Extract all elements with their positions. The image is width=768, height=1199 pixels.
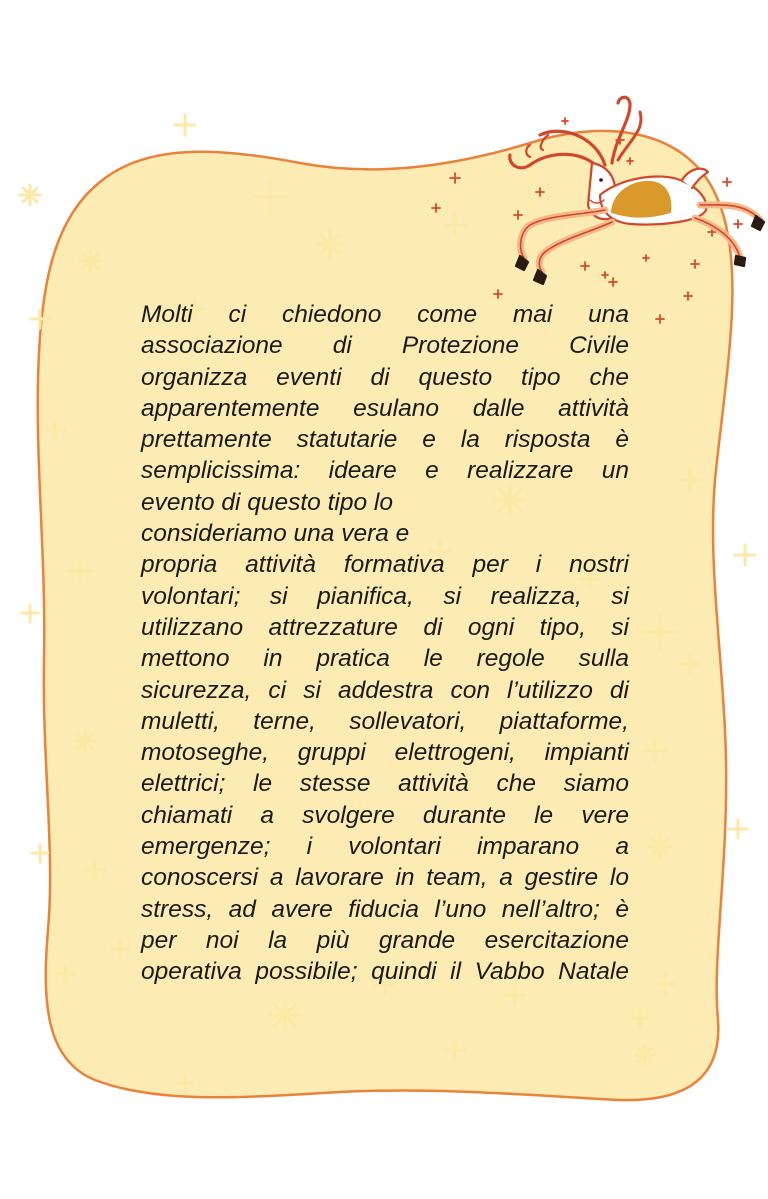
text-line: apparentemente esulano dalle attività (141, 394, 629, 422)
text-line: associazione di Protezione Civile (141, 332, 629, 360)
text-line: per noi la più grande esercitazione (141, 926, 629, 954)
text-line: elettrici; le stesse attività che siamo (141, 770, 629, 798)
text-line: volontari; si pianifica, si realizza, si (141, 582, 629, 610)
text-line: utilizzano attrezzature di ogni tipo, si (141, 613, 629, 641)
text-line: organizza eventi di questo tipo che (141, 363, 629, 391)
text-line: stress, ad avere fiducia l’uno nell’altro; è (141, 895, 629, 923)
text-line: consideriamo una vera e (141, 520, 410, 548)
text-line: evento di questo tipo lo (141, 488, 393, 516)
text-line: prettamente statutarie e la risposta è (141, 426, 629, 454)
text-line: muletti, terne, sollevatori, piattaforme, (141, 707, 629, 735)
body-text (141, 299, 629, 988)
text-line: chiamati a svolgere durante le vere (141, 801, 629, 829)
text-line: conoscersi a lavorare in team, a gestire lo (141, 864, 629, 892)
text-line: operativa possibile; quindi il Vabbo Natale (141, 958, 629, 986)
text-line: semplicissima: ideare e realizzare un (141, 457, 629, 485)
text-line: propria attività formativa per i nostri (141, 551, 629, 579)
text-line: sicurezza, ci si addestra con l’utilizzo di (141, 676, 629, 704)
text-line: Molti ci chiedono come mai una (141, 301, 629, 328)
text-line: emergenze; i volontari imparano a (141, 833, 629, 861)
text-line: mettono in pratica le regole sulla (141, 645, 629, 673)
text-line: motoseghe, gruppi elettrogeni, impianti (141, 739, 629, 767)
